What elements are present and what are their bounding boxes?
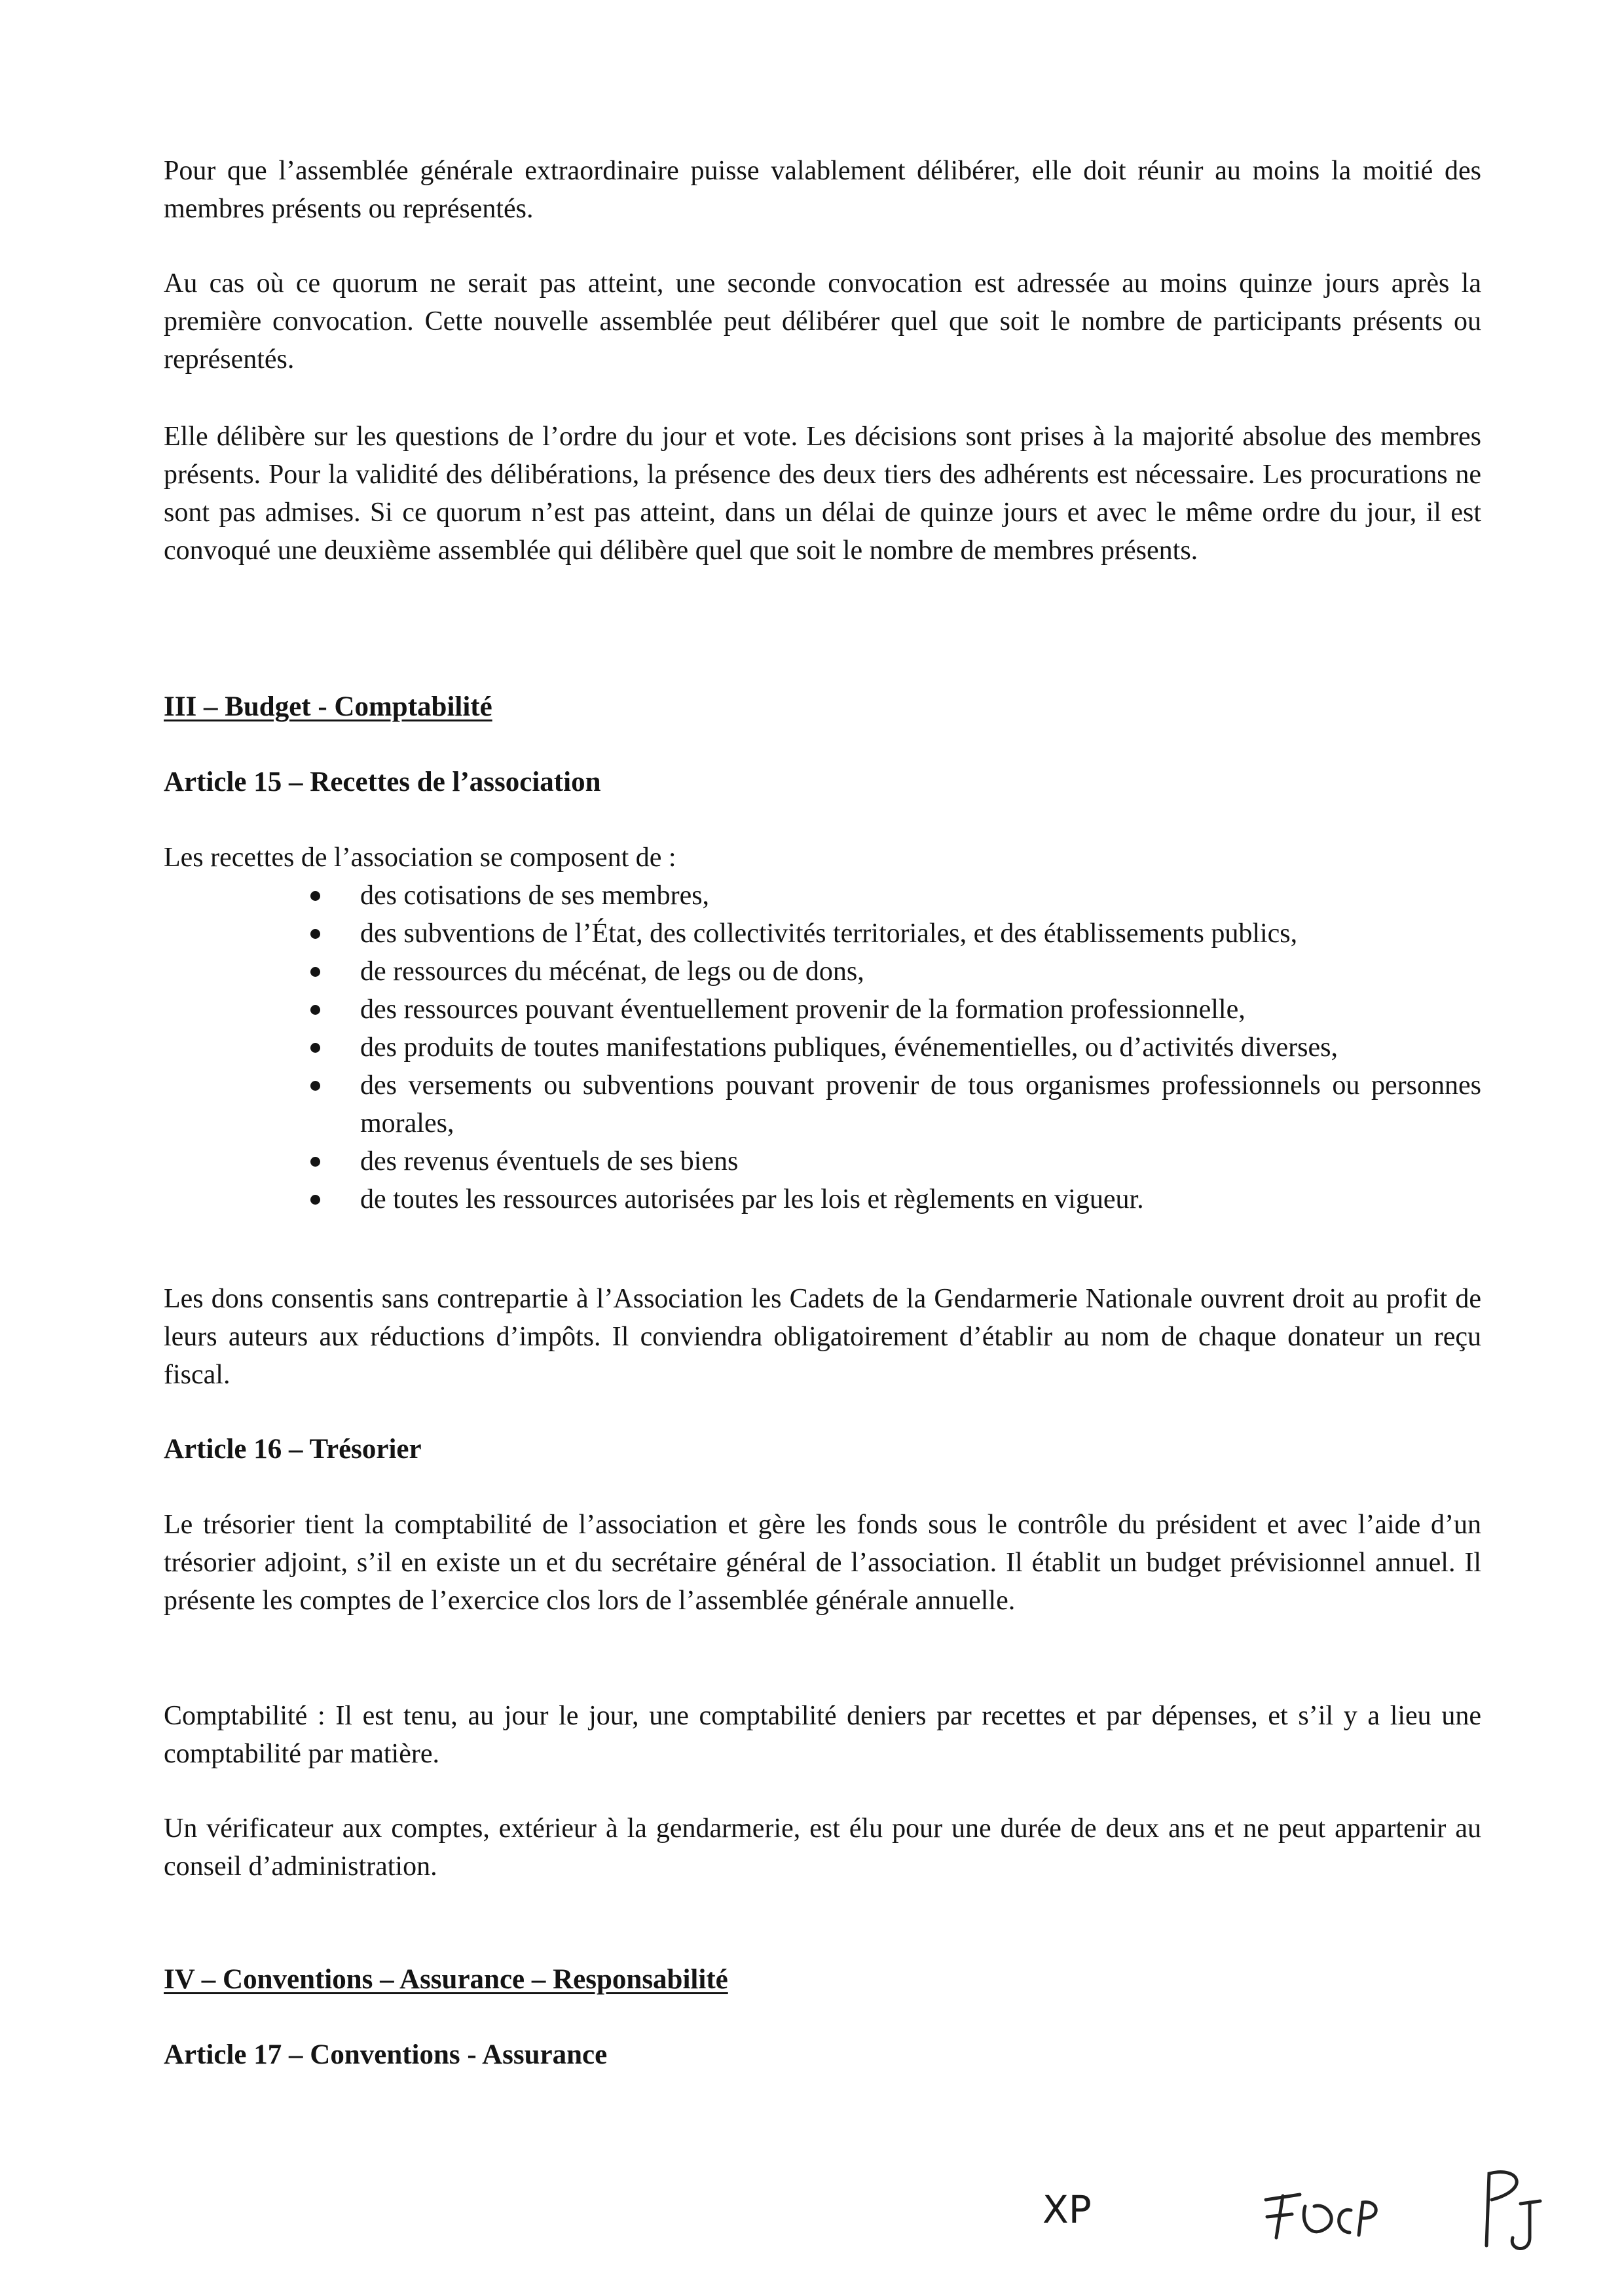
article-16-title: Article 16 – Trésorier <box>164 1434 422 1465</box>
list-item: des revenus éventuels de ses biens <box>164 1142 1481 1180</box>
list-item: de toutes les ressources autorisées par les lois et règlements en vigueur. <box>164 1180 1481 1218</box>
handwritten-initials-xp: XP <box>1043 2187 1092 2232</box>
article-15-intro: Les recettes de l’association se composent de : <box>164 843 676 873</box>
list-item: des cotisations de ses membres, <box>164 877 1481 915</box>
list-item: des subventions de l’État, des collectivités territoriales, et des établissements publics, <box>164 915 1481 953</box>
recettes-list <box>164 877 1481 1218</box>
article-15-title: Article 15 – Recettes de l’association <box>164 767 601 797</box>
bullet-icon <box>310 1081 320 1091</box>
paragraph-quorum-extraordinaire: Pour que l’assemblée générale extraordinaire puisse valablement délibérer, elle doit réunir au moins la moitié des membres présents ou représentés. <box>164 156 1481 224</box>
paragraph-verificateur-comptes: Un vérificateur aux comptes, extérieur à la gendarmerie, est élu pour une durée de deux ans et ne peut appartenir au conseil d’administration. <box>164 1813 1481 1882</box>
section-iv-title: IV – Conventions – Assurance – Responsabilité <box>164 1964 728 1995</box>
bullet-icon <box>310 967 320 977</box>
paragraph-comptabilite: Comptabilité : Il est tenu, au jour le jour, une comptabilité deniers par recettes et par dépenses, et s’il y a lieu une comptabilité par matière. <box>164 1701 1481 1769</box>
bullet-icon <box>310 1157 320 1167</box>
list-item: des versements ou subventions pouvant provenir de tous organismes professionnels ou personnes morales, <box>164 1066 1481 1142</box>
paragraph-deliberation-vote: Elle délibère sur les questions de l’ordre du jour et vote. Les décisions sont prises à la majorité absolue des membres présents. Pour la validité des délibérations, la présence des deux tiers des adhérents est nécessaire. Les procurations ne sont pas admises. Si ce quorum n’est pas atteint, dans un délai de quinze jours et avec le même ordre du jour, il est convoqué une deuxième assemblée qui délibère quel que soit le nombre de membres présents. <box>164 422 1481 566</box>
bullet-icon <box>310 891 320 901</box>
paragraph-seconde-convocation: Au cas où ce quorum ne serait pas atteint, une seconde convocation est adressée au moins quinze jours après la première convocation. Cette nouvelle assemblée peut délibérer quel que soit le nombre de participants présents ou représentés. <box>164 268 1481 374</box>
bullet-icon <box>310 1043 320 1053</box>
list-item: des produits de toutes manifestations publiques, événementielles, ou d’activités diverses, <box>164 1029 1481 1066</box>
section-iii-title: III – Budget - Comptabilité <box>164 691 492 722</box>
handwritten-initials-pj-icon <box>1467 2160 1559 2259</box>
article-17-title: Article 17 – Conventions - Assurance <box>164 2039 608 2070</box>
paragraph-dons-reduction-impots: Les dons consentis sans contrepartie à l’Association les Cadets de la Gendarmerie Nationale ouvrent droit au profit de leurs auteurs aux réductions d’impôts. Il conviendra obligatoirement d’établir au nom de chaque donateur un reçu fiscal. <box>164 1284 1481 1390</box>
paragraph-tresorier: Le trésorier tient la comptabilité de l’association et gère les fonds sous le contrôle du président et avec l’aide d’un trésorier adjoint, s’il en existe un et du secrétaire général de l’association. Il établit un budget prévisionnel annuel. Il présente les comptes de l’exercice clos lors de l’assemblée générale annuelle. <box>164 1510 1481 1616</box>
bullet-icon <box>310 1195 320 1205</box>
list-item: de ressources du mécénat, de legs ou de dons, <box>164 953 1481 991</box>
bullet-icon <box>310 929 320 939</box>
list-item: des ressources pouvant éventuellement provenir de la formation professionnelle, <box>164 991 1481 1029</box>
handwritten-initials-signature-icon <box>1254 2180 1385 2252</box>
bullet-icon <box>310 1005 320 1015</box>
